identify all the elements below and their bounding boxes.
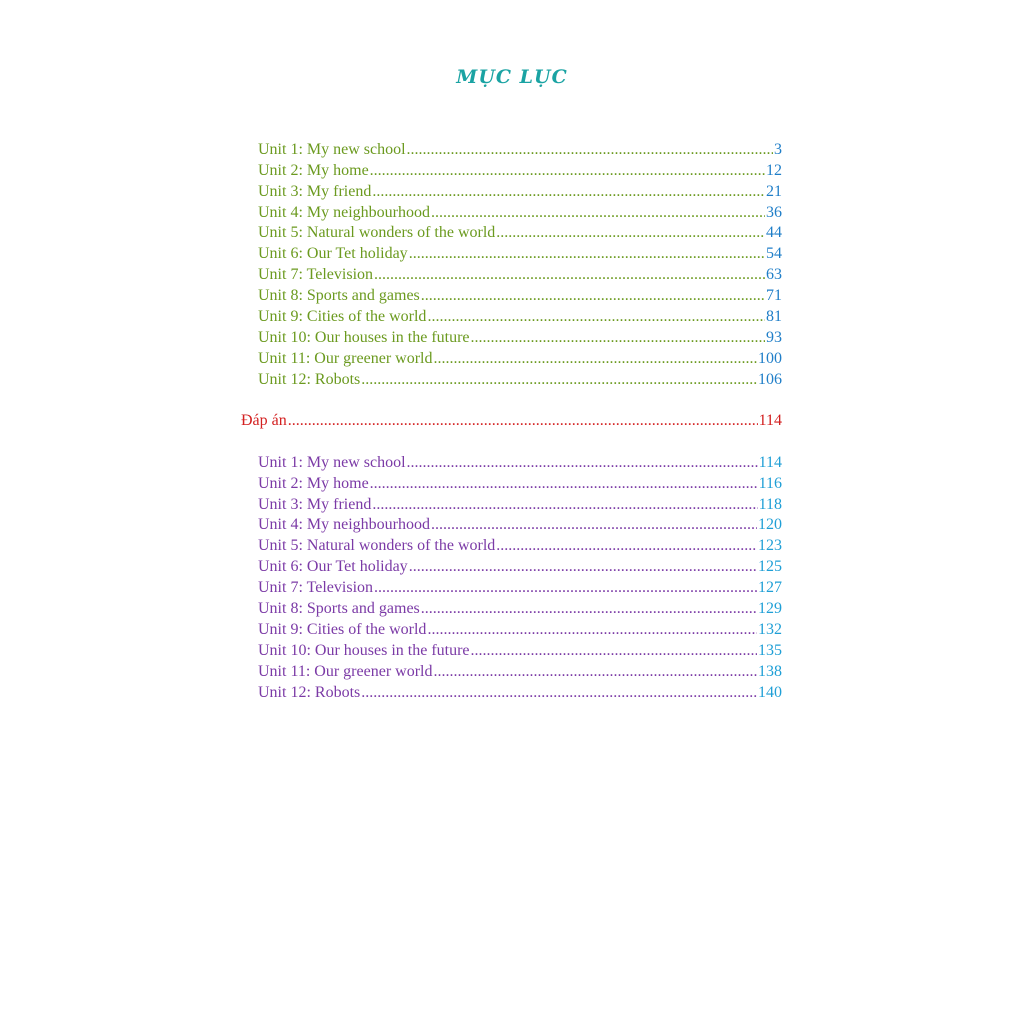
toc-entry-unit-6[interactable] (258, 243, 782, 264)
toc-entry-label: Unit 2: My home (258, 162, 369, 179)
answer-entry-label: Unit 4: My neighbourhood (258, 516, 430, 533)
toc-entry-label: Unit 5: Natural wonders of the world (258, 224, 496, 241)
answer-entry-unit-6[interactable] (258, 556, 782, 577)
answer-entry-page: 129 (758, 600, 782, 617)
answer-entry-unit-7[interactable] (258, 577, 782, 598)
toc-entry-unit-5[interactable] (258, 222, 782, 243)
answer-entry-label: Unit 2: My home (258, 475, 369, 492)
toc-entry-page: 106 (758, 371, 782, 388)
toc-entry-page: 81 (766, 308, 782, 325)
answer-entry-label: Unit 8: Sports and games (258, 600, 420, 617)
dot-leader (421, 598, 757, 619)
answer-entry-label: Unit 5: Natural wonders of the world (258, 537, 496, 554)
dot-leader (421, 285, 765, 306)
dot-leader (407, 452, 758, 473)
answer-entry-page: 138 (758, 663, 782, 680)
answer-entry-label: Unit 3: My friend (258, 496, 372, 513)
toc-entry-page: 36 (766, 204, 782, 221)
toc-entry-page: 63 (766, 266, 782, 283)
toc-entry-unit-1[interactable] (258, 139, 782, 160)
toc-entry-page: 71 (766, 287, 782, 304)
answer-entry-page: 140 (758, 684, 782, 701)
dot-leader (370, 473, 758, 494)
answer-entry-label: Unit 6: Our Tet holiday (258, 558, 408, 575)
answer-entry-unit-5[interactable] (258, 535, 782, 556)
answer-entry-page: 123 (758, 537, 782, 554)
toc-entry-unit-7[interactable] (258, 264, 782, 285)
answer-entry-label: Unit 9: Cities of the world (258, 621, 427, 638)
answer-entry-page: 120 (758, 516, 782, 533)
answer-entry-unit-2[interactable] (258, 473, 782, 494)
answer-entry-unit-11[interactable] (258, 661, 782, 682)
toc-entry-unit-9[interactable] (258, 306, 782, 327)
dot-leader (372, 181, 765, 202)
answer-entry-unit-3[interactable] (258, 494, 782, 515)
dot-leader (496, 535, 757, 556)
dot-leader (471, 327, 765, 348)
dot-leader (374, 264, 765, 285)
toc-entry-page: 3 (774, 141, 782, 158)
dot-leader (431, 514, 757, 535)
toc-entry-page: 12 (766, 162, 782, 179)
dot-leader (427, 619, 757, 640)
dot-leader (288, 410, 758, 431)
dot-leader (433, 348, 757, 369)
answers-heading-label: Đáp án (241, 412, 287, 429)
answer-entry-unit-12[interactable] (258, 682, 782, 703)
toc-entry-label: Unit 6: Our Tet holiday (258, 245, 408, 262)
answer-entry-page: 114 (758, 454, 782, 471)
dot-leader (361, 369, 757, 390)
answer-entry-unit-9[interactable] (258, 619, 782, 640)
toc-entry-label: Unit 4: My neighbourhood (258, 204, 430, 221)
answer-entry-page: 125 (758, 558, 782, 575)
answer-entry-page: 135 (758, 642, 782, 659)
page-title: MỤC LỤC (456, 66, 568, 88)
answer-entry-label: Unit 11: Our greener world (258, 663, 433, 680)
toc-entry-label: Unit 7: Television (258, 266, 374, 283)
dot-leader (409, 243, 765, 264)
answer-entry-unit-10[interactable] (258, 640, 782, 661)
toc-entry-page: 93 (766, 329, 782, 346)
dot-leader (370, 160, 765, 181)
answer-entry-label: Unit 12: Robots (258, 684, 361, 701)
toc-entry-unit-12[interactable] (258, 369, 782, 390)
toc-entry-page: 54 (766, 245, 782, 262)
dot-leader (471, 640, 757, 661)
dot-leader (407, 139, 773, 160)
dot-leader (427, 306, 765, 327)
answer-entry-label: Unit 1: My new school (258, 454, 406, 471)
toc-entry-page: 44 (766, 224, 782, 241)
answer-entry-page: 116 (758, 475, 782, 492)
answer-entry-label: Unit 7: Television (258, 579, 374, 596)
answer-entry-page: 118 (758, 496, 782, 513)
answer-entry-page: 127 (758, 579, 782, 596)
toc-entry-label: Unit 8: Sports and games (258, 287, 420, 304)
toc-entry-answers[interactable] (241, 410, 782, 431)
toc-entry-unit-8[interactable] (258, 285, 782, 306)
dot-leader (361, 682, 757, 703)
dot-leader (431, 202, 765, 223)
toc-entry-label: Unit 9: Cities of the world (258, 308, 427, 325)
toc-entry-page: 21 (766, 183, 782, 200)
dot-leader (409, 556, 757, 577)
answer-entry-unit-8[interactable] (258, 598, 782, 619)
dot-leader (433, 661, 757, 682)
toc-entry-unit-10[interactable] (258, 327, 782, 348)
toc-entry-unit-4[interactable] (258, 202, 782, 223)
answer-entry-page: 132 (758, 621, 782, 638)
toc-entry-label: Unit 11: Our greener world (258, 350, 433, 367)
answer-entry-unit-4[interactable] (258, 514, 782, 535)
toc-entry-unit-3[interactable] (258, 181, 782, 202)
answers-heading-page: 114 (758, 412, 782, 429)
toc-entry-unit-2[interactable] (258, 160, 782, 181)
toc-entry-page: 100 (758, 350, 782, 367)
toc-entry-label: Unit 10: Our houses in the future (258, 329, 470, 346)
toc-entry-label: Unit 12: Robots (258, 371, 361, 388)
answer-entry-unit-1[interactable] (258, 452, 782, 473)
dot-leader (374, 577, 757, 598)
toc-entry-label: Unit 3: My friend (258, 183, 372, 200)
answer-entry-label: Unit 10: Our houses in the future (258, 642, 470, 659)
toc-entry-unit-11[interactable] (258, 348, 782, 369)
toc-entry-label: Unit 1: My new school (258, 141, 406, 158)
dot-leader (496, 222, 765, 243)
dot-leader (372, 494, 757, 515)
